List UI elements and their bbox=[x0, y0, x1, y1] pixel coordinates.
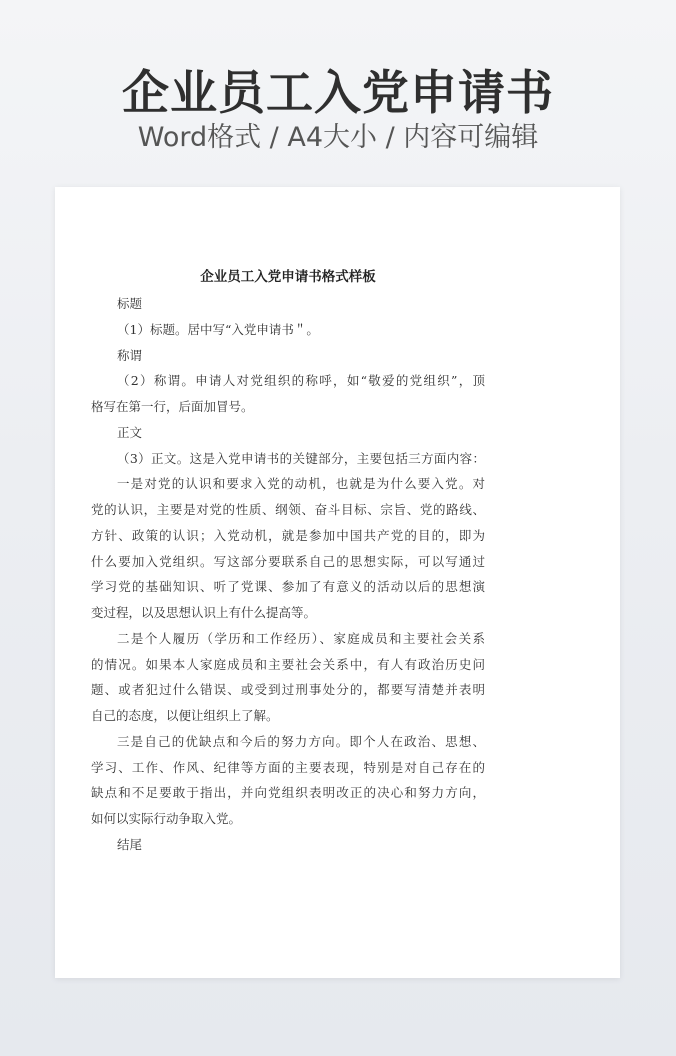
document-line: 称谓 bbox=[117, 347, 143, 363]
document-line: 学习党的基础知识、听了党课、参加了有意义的活动以后的思想演 bbox=[91, 579, 485, 595]
document-content bbox=[91, 263, 485, 858]
document-line: 标题 bbox=[117, 296, 143, 311]
document-line: 缺点和不足要敢于指出，并向党组织表明改正的决心和努力方向， bbox=[91, 785, 485, 801]
document-line: 结尾 bbox=[117, 836, 143, 852]
document-line: （2）称谓。申请人对党组织的称呼，如“敬爱的党组织”，顶 bbox=[117, 373, 485, 389]
document-line: 什么要加入党组织。写这部分要联系自己的思想实际，可以写通过 bbox=[91, 553, 485, 569]
document-line: （3）正文。这是入党申请书的关键部分，主要包括三方面内容： bbox=[117, 450, 485, 466]
document-line: （1）标题。居中写“入党申请书＂。 bbox=[117, 321, 319, 337]
document-line: 三是自己的优缺点和今后的努力方向。即个人在政治、思想、 bbox=[117, 733, 485, 749]
document-line: 学习、工作、作风、纪律等方面的主要表现，特别是对自己存在的 bbox=[91, 759, 485, 775]
document-line: 如何以实际行动争取入党。 bbox=[91, 811, 242, 826]
document-heading: 企业员工入党申请书格式样板 bbox=[200, 269, 376, 285]
document-line: 的情况。如果本人家庭成员和主要社会关系中，有人有政治历史问 bbox=[91, 656, 485, 672]
document-line: 一是对党的认识和要求入党的动机，也就是为什么要入党。对 bbox=[117, 476, 485, 492]
document-line: 方针、政策的认识；入党动机，就是参加中国共产党的目的，即为 bbox=[91, 527, 485, 543]
document-line: 题、或者犯过什么错误、或受到过刑事处分的，都要写清楚并表明 bbox=[91, 682, 485, 698]
document-line: 自己的态度，以便让组织上了解。 bbox=[91, 708, 279, 723]
document-line: 格写在第一行，后面加冒号。 bbox=[91, 399, 254, 414]
document-line: 正文 bbox=[117, 424, 143, 440]
banner-title: 企业员工入党申请书 bbox=[122, 66, 554, 121]
document-body bbox=[91, 291, 485, 858]
banner-subtitle: Word格式 / A4大小 / 内容可编辑 bbox=[137, 122, 539, 153]
document-line: 党的认识，主要是对党的性质、纲领、奋斗目标、宗旨、党的路线、 bbox=[91, 502, 485, 517]
document-line: 变过程，以及思想认识上有什么提高等。 bbox=[91, 605, 317, 620]
document-line: 二是个人履历（学历和工作经历）、家庭成员和主要社会关系 bbox=[117, 630, 485, 646]
